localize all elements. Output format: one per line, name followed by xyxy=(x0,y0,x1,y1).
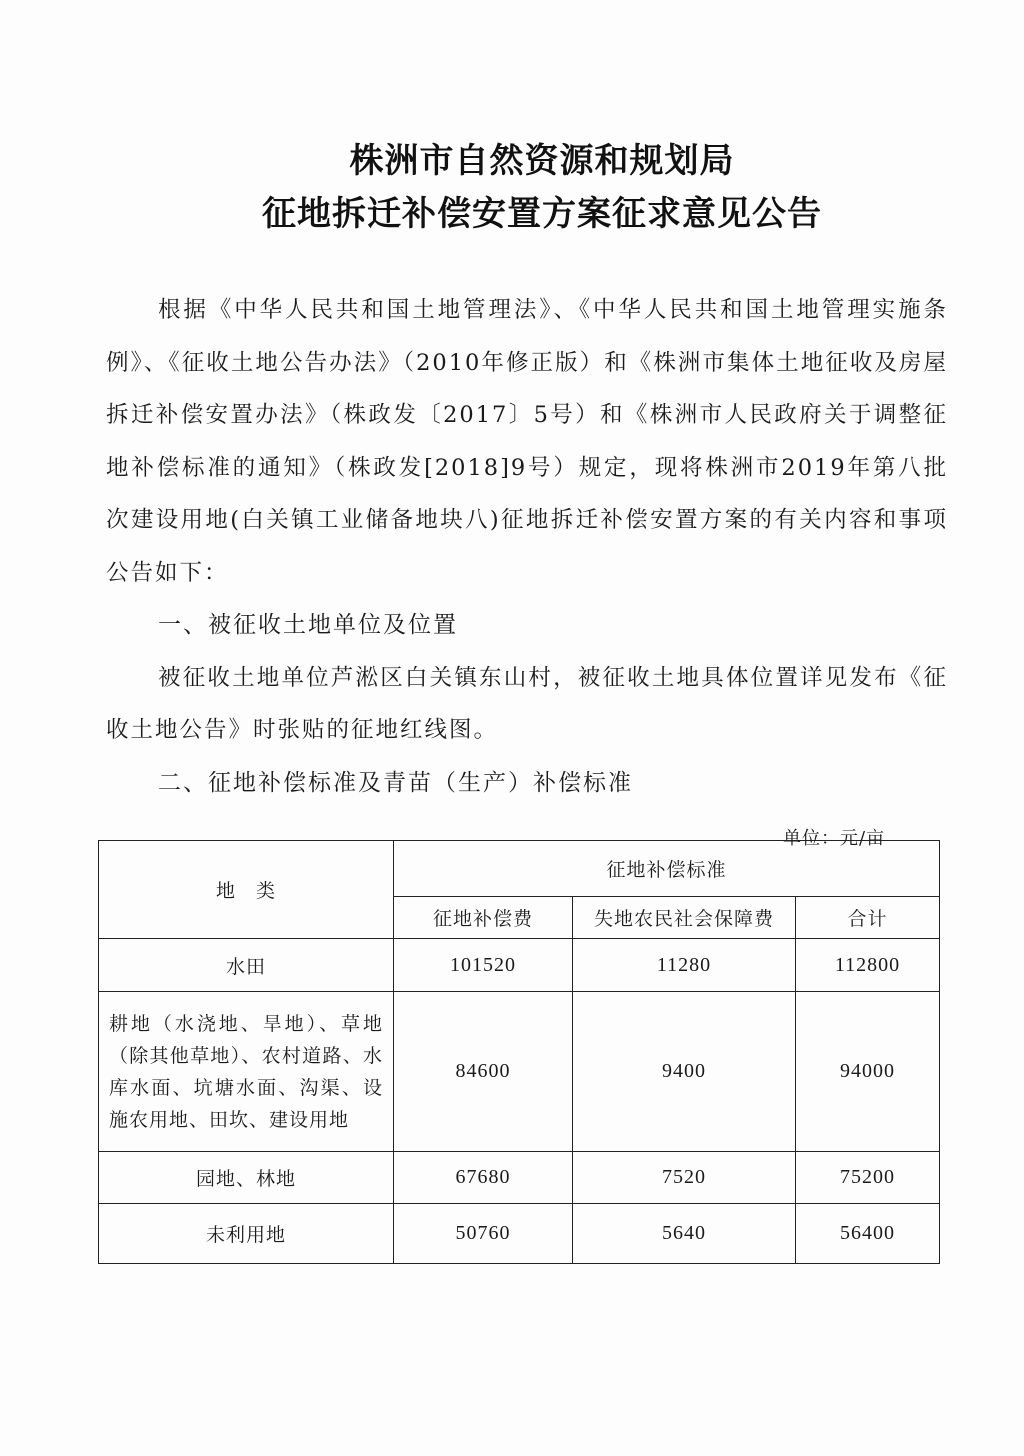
header-fee: 征地补偿费 xyxy=(394,897,573,939)
cell-social: 9400 xyxy=(573,992,796,1152)
cell-fee: 50760 xyxy=(394,1204,573,1264)
cell-fee: 84600 xyxy=(394,992,573,1152)
cell-total: 112800 xyxy=(796,939,940,992)
table-row xyxy=(99,1152,940,1204)
cell-landtype: 园地、林地 xyxy=(99,1152,394,1204)
header-landtype: 地 类 xyxy=(99,841,394,939)
cell-landtype: 耕地（水浇地、旱地）、草地（除其他草地）、农村道路、水库水面、坑塘水面、沟渠、设施农用地、田坎、建设用地 xyxy=(99,992,394,1152)
cell-total: 75200 xyxy=(796,1152,940,1204)
table-header-row xyxy=(99,841,940,897)
header-total: 合计 xyxy=(796,897,940,939)
title-line-1: 株洲市自然资源和规划局 xyxy=(349,141,735,181)
cell-fee: 101520 xyxy=(394,939,573,992)
intro-paragraph: 根据《中华人民共和国土地管理法》、《中华人民共和国土地管理实施条例》、《征收土地公告办法》（2010年修正版）和《株洲市集体土地征收及房屋拆迁补偿安置办法》（株政发〔2017〕5号）和《株洲市人民政府关于调整征地补偿标准的通知》（株政发[2018]9号）规定，现将株洲市2019年第八批次建设用地(白关镇工业储备地块八)征地拆迁补偿安置方案的有关内容和事项公告如下： xyxy=(106,297,948,586)
section-1-text: 被征收土地单位芦淞区白关镇东山村，被征收土地具体位置详见发布《征收土地公告》时张贴的征地红线图。 xyxy=(106,664,948,743)
table-unit: 单位：元/亩 xyxy=(783,828,886,849)
compensation-table xyxy=(98,840,940,1264)
cell-total: 56400 xyxy=(796,1204,940,1264)
header-group: 征地补偿标准 xyxy=(394,841,940,897)
cell-landtype: 未利用地 xyxy=(99,1204,394,1264)
document-body xyxy=(106,284,948,809)
table-row xyxy=(99,992,940,1152)
cell-social: 11280 xyxy=(573,939,796,992)
table-row xyxy=(99,939,940,992)
cell-social: 7520 xyxy=(573,1152,796,1204)
section-1-heading: 一、被征收土地单位及位置 xyxy=(158,612,458,638)
table-row xyxy=(99,1204,940,1264)
title-line-2: 征地拆迁补偿安置方案征求意见公告 xyxy=(262,194,822,234)
header-social: 失地农民社会保障费 xyxy=(573,897,796,939)
cell-social: 5640 xyxy=(573,1204,796,1264)
cell-fee: 67680 xyxy=(394,1152,573,1204)
section-2-heading: 二、征地补偿标准及青苗（生产）补偿标准 xyxy=(158,769,633,796)
cell-total: 94000 xyxy=(796,992,940,1152)
cell-landtype: 水田 xyxy=(99,939,394,992)
